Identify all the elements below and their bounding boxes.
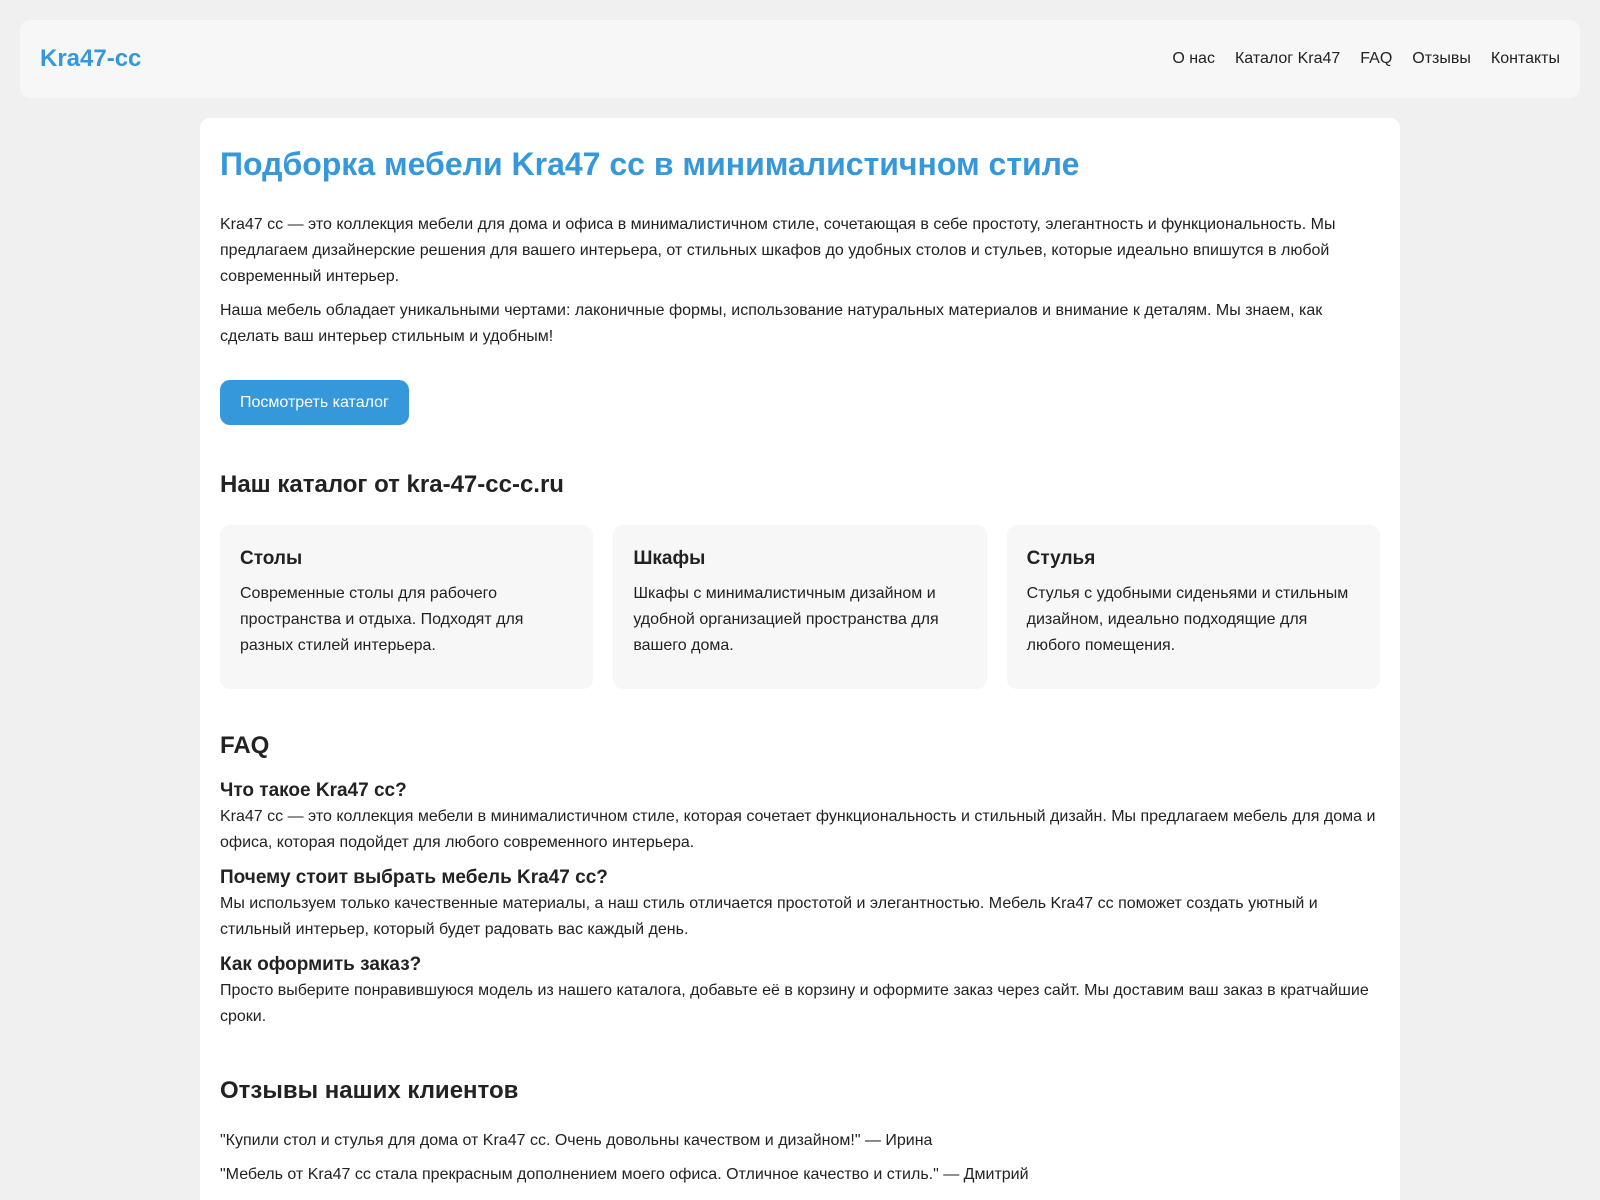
faq-question: Как оформить заказ? [220,954,422,975]
card-text: Стулья с удобными сиденьями и стильным дизайном, идеально подходящие для любого помещения. [1026,585,1349,654]
view-catalog-button[interactable]: Посмотреть каталог [220,380,409,425]
reviews-title: Отзывы наших клиентов [220,1077,519,1104]
review-item: "Мебель от Kra47 cc стала прекрасным дополнением моего офиса. Отличное качество и стиль." — Дмитрий [220,1166,1029,1183]
site-logo[interactable]: Kra47-cc [40,45,142,72]
intro-paragraph-2: Наша мебель обладает уникальными чертами: лаконичные формы, использование натуральных материалов и внимание к деталям. Мы знаем, как сделать ваш интерьер стильным и удобным! [220,302,1323,345]
catalog-section [220,470,1380,689]
faq-answer: Просто выберите понравившуюся модель из нашего каталога, добавьте её в корзину и оформите заказ через сайт. Мы доставим ваш заказ в кратчайшие сроки. [220,982,1369,1025]
nav-link-faq[interactable]: FAQ [1360,50,1393,67]
faq-answer: Мы используем только качественные материалы, а наш стиль отличается простотой и элегантностью. Мебель Kra47 cc поможет создать уютный и стильный интерьер, который будет радовать вас каждый день. [220,895,1318,938]
catalog-card-tables[interactable] [220,525,593,689]
main-content [200,118,1400,1200]
reviews-section [220,1076,1380,1188]
faq-item [220,866,1380,943]
faq-answer: Kra47 cc — это коллекция мебели в минималистичном стиле, которая сочетает функциональность и стильный дизайн. Мы предлагаем мебель для дома и офиса, которая подойдет для любого современного интерьера. [220,808,1376,851]
card-title: Стулья [1026,548,1096,569]
main-nav [1172,50,1560,68]
catalog-cards [220,525,1380,689]
nav-link-about[interactable]: О нас [1172,50,1215,67]
faq-item [220,779,1380,856]
card-title: Шкафы [633,548,706,569]
card-text: Шкафы с минималистичным дизайном и удобной организацией пространства для вашего дома. [633,585,939,654]
nav-link-contacts[interactable]: Контакты [1490,50,1560,67]
site-header [20,20,1580,98]
catalog-card-chairs[interactable] [1007,525,1380,689]
faq-question: Что такое Kra47 cc? [220,780,407,801]
catalog-title: Наш каталог от kra-47-cc-c.ru [220,471,564,498]
nav-link-reviews[interactable]: Отзывы [1412,50,1471,67]
intro-paragraph-1: Kra47 cc — это коллекция мебели для дома и офиса в минималистичном стиле, сочетающая в себе простоту, элегантность и функциональность. Мы предлагаем дизайнерские решения для вашего интерьера, от стильных шкафов до удобных столов и стульев, которые идеально впишутся в любой современный интерьер. [220,216,1336,285]
faq-item [220,953,1380,1030]
review-item: "Купили стол и стулья для дома от Kra47 cc. Очень довольны качеством и дизайном!" — Ирина [220,1132,933,1149]
catalog-card-wardrobes[interactable] [613,525,986,689]
hero-section [220,144,1380,425]
faq-section [220,731,1380,1030]
nav-link-catalog[interactable]: Каталог Kra47 [1234,50,1341,67]
faq-title: FAQ [220,732,270,759]
card-title: Столы [240,548,303,569]
card-text: Современные столы для рабочего пространства и отдыха. Подходят для разных стилей интерьера. [240,585,524,654]
faq-question: Почему стоит выбрать мебель Kra47 cc? [220,867,608,888]
page-title: Подборка мебели Kra47 cc в минималистичном стиле [220,146,1080,182]
